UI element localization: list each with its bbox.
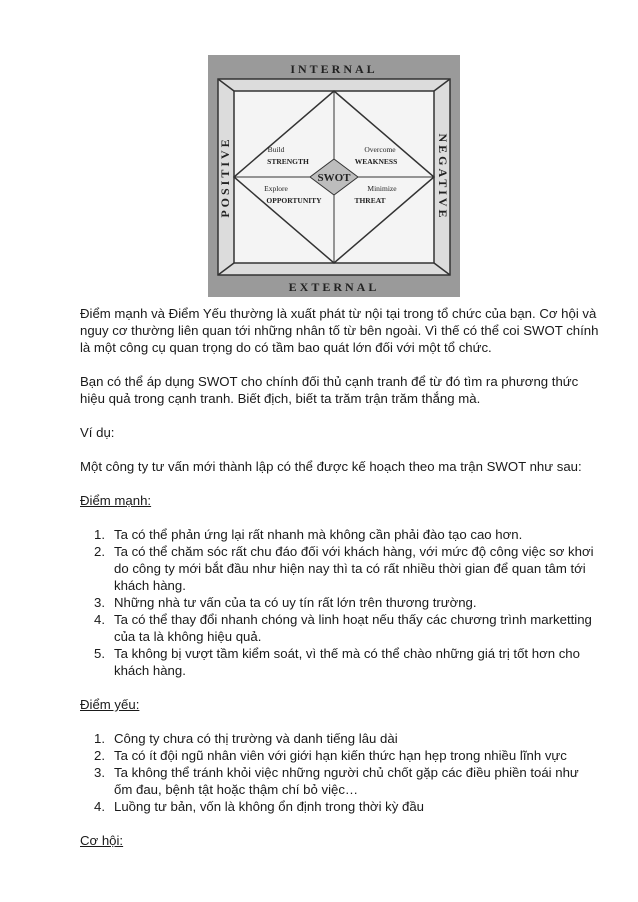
list-number: 3.	[94, 595, 105, 610]
list-number: 2.	[94, 544, 105, 559]
list-item-text: Ta không thể tránh khỏi việc những người chủ chốt gặp các điều phiền toái như ốm đau, bệnh tật hoặc thậm chí bỏ việc…	[114, 765, 579, 797]
list-number: 4.	[94, 799, 105, 814]
label-internal: INTERNAL	[290, 62, 378, 76]
list-item	[80, 747, 600, 764]
label-positive: POSITIVE	[218, 136, 232, 218]
list-item	[80, 526, 600, 543]
example-label: Ví dụ:	[80, 425, 115, 440]
list-item	[80, 594, 600, 611]
paragraph-intro: Điểm mạnh và Điểm Yếu thường là xuất phát từ nội tại trong tổ chức của bạn. Cơ hội và nguy cơ thường liên quan tới những nhân tố từ bên ngoài. Vì thế có thể coi SWOT chính là một công cụ quan trọng do có tầm bao quát lớn đối với một tổ chức.	[80, 306, 599, 355]
strength-label: STRENGTH	[267, 157, 309, 166]
swot-center-label: SWOT	[317, 172, 351, 184]
swot-diagram	[208, 55, 460, 297]
list-item-text: Công ty chưa có thị trường và danh tiếng lâu dài	[114, 731, 398, 746]
opportunity-verb: Explore	[264, 184, 288, 193]
list-item-text: Luồng tư bản, vốn là không ổn định trong thời kỳ đầu	[114, 799, 425, 814]
weaknesses-list	[80, 730, 600, 815]
strengths-heading: Điểm mạnh:	[80, 493, 152, 508]
list-item	[80, 764, 600, 798]
paragraph-competitor: Bạn có thể áp dụng SWOT cho chính đối thủ cạnh tranh để từ đó tìm ra phương thức hiệu quả trong cạnh tranh. Biết địch, biết ta trăm trận trăm thắng mà.	[80, 374, 579, 406]
paragraph-example: Một công ty tư vấn mới thành lập có thể được kế hoạch theo ma trận SWOT như sau:	[80, 459, 582, 474]
list-number: 1.	[94, 527, 105, 542]
list-number: 3.	[94, 765, 105, 780]
strengths-list	[80, 526, 600, 679]
list-item	[80, 798, 600, 815]
list-item-text: Ta có ít đội ngũ nhân viên với giới hạn kiến thức hạn hẹp trong nhiều lĩnh vực	[114, 748, 567, 763]
opportunities-heading: Cơ hội:	[80, 833, 124, 848]
list-item	[80, 543, 600, 594]
list-item-text: Những nhà tư vấn của ta có uy tín rất lớn trên thương trường.	[114, 595, 477, 610]
list-number: 2.	[94, 748, 105, 763]
weaknesses-heading: Điểm yếu:	[80, 697, 140, 712]
list-number: 1.	[94, 731, 105, 746]
document-body	[80, 305, 600, 849]
label-negative: NEGATIVE	[436, 133, 450, 221]
list-number: 5.	[94, 646, 105, 661]
list-item-text: Ta có thể phản ứng lại rất nhanh mà không cần phải đào tạo cao hơn.	[114, 527, 523, 542]
list-item-text: Ta có thể thay đổi nhanh chóng và linh hoạt nếu thấy các chương trình marketting của ta là không hiệu quả.	[114, 612, 592, 644]
list-item	[80, 730, 600, 747]
list-item-text: Ta có thể chăm sóc rất chu đáo đối với khách hàng, với mức độ công việc sơ khơi do công ty mới bắt đầu như hiện nay thì ta có rất nhiều thời gian để quan tâm tới khách hàng.	[114, 544, 594, 593]
threat-label: THREAT	[354, 196, 386, 205]
strength-verb: Build	[267, 145, 285, 154]
opportunity-label: OPPORTUNITY	[266, 196, 322, 205]
list-number: 4.	[94, 612, 105, 627]
list-item	[80, 645, 600, 679]
list-item	[80, 611, 600, 645]
weakness-label: WEAKNESS	[354, 157, 398, 166]
weakness-verb: Overcome	[364, 145, 396, 154]
label-external: EXTERNAL	[288, 280, 380, 294]
list-item-text: Ta không bị vượt tầm kiểm soát, vì thế mà có thể chào những giá trị tốt hơn cho khách hàng.	[114, 646, 580, 678]
threat-verb: Minimize	[367, 184, 397, 193]
